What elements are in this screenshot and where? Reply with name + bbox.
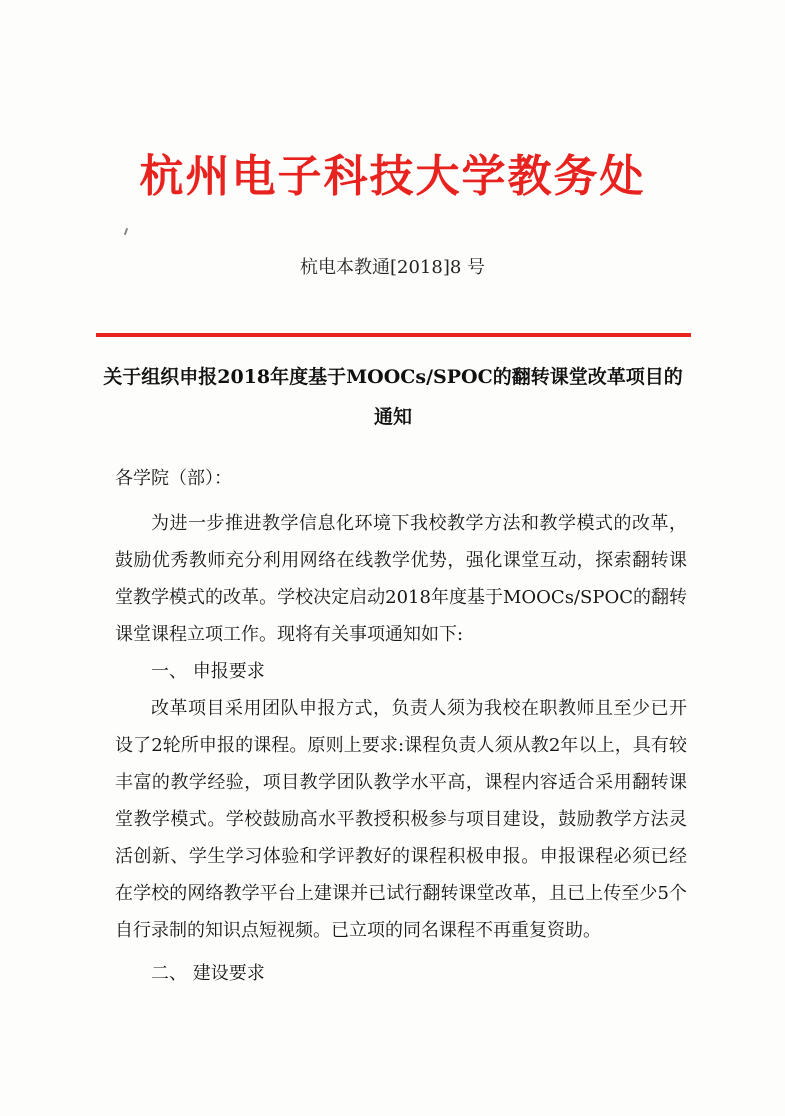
salutation: 各学院（部）： bbox=[115, 468, 232, 489]
section-heading-1: 一、 申报要求 bbox=[151, 661, 265, 682]
section-heading-2: 二、 建设要求 bbox=[151, 963, 265, 984]
document-number: 杭电本教通[2018]8 号 bbox=[299, 257, 486, 278]
letterhead-title: 杭州电子科技大学教务处 bbox=[139, 151, 646, 202]
requirements-paragraph: 改革项目采用团队申报方式，负责人须为我校在职教师且至少已开设了2轮所申报的课程。原则上要求:课程负责人须从教2年以上，具有较丰富的教学经验，项目教学团队教学水平高，课程内容适合采用翻转课堂教学模式。学校鼓励高水平教授积极参与项目建设，鼓励教学方法灵活创新、学生学习体验和学评教好的课程积极申报。申报课程必须已经在学校的网络教学平台上建课并已试行翻转课堂改革，且已上传至少5个自行录制的知识点短视频。已立项的同名课程不再重复资助。 bbox=[115, 698, 687, 941]
notice-title: 关于组织申报2018年度基于MOOCs/SPOC的翻转课堂改革项目的通知 bbox=[103, 366, 683, 428]
intro-paragraph: 为进一步推进教学信息化环境下我校教学方法和教学模式的改革，鼓励优秀教师充分利用网络在线教学优势，强化课堂互动，探索翻转课堂教学模式的改革。学校决定启动2018年度基于MOOCs/SPOC的翻转课堂课程立项工作。现将有关事项通知如下: bbox=[115, 513, 687, 645]
red-divider-line bbox=[96, 333, 691, 337]
scan-mark bbox=[124, 228, 128, 235]
body-text bbox=[115, 505, 687, 992]
